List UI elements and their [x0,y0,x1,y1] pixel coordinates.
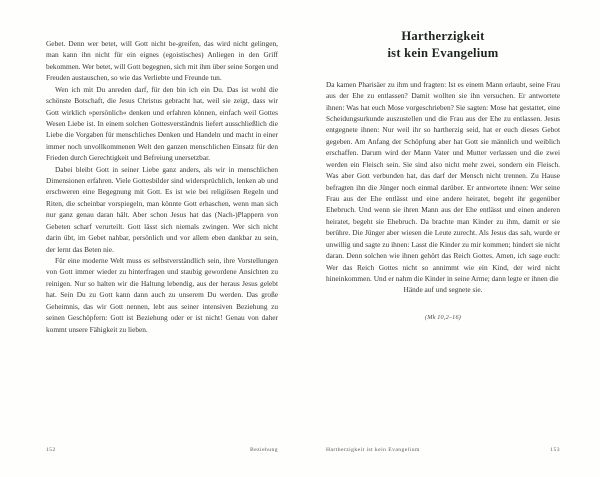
scripture-passage [326,79,560,323]
chapter-title-line: ist kein Evangelium [387,46,499,61]
left-page-body [46,38,278,335]
right-page-footer [326,447,560,453]
chapter-title [326,28,560,63]
page-number: 152 [46,447,56,453]
scripture-closing-line: Hände auf und segnete sie. [403,285,483,295]
paragraph: Da kamen Pharisäer zu ihm und fragten: Ist es einem Mann erlaubt, seine Frau aus der Ehe zu entlassen? Damit wollten sie ihn versuchen. Er antwortete ihnen: Was hat euch Mose vorgeschrieben? Sie sagten: Mose hat gestattet, eine Scheidungsurkunde auszustellen und die Frau aus der Ehe zu entlassen. Jesus entgegnete ihnen: Nur weil ihr so hartherzig seid, hat er euch dieses Gebot gegeben. Am Anfang der Schöpfung aber hat Gott sie männlich und weiblich erschaffen. Darum wird der Mann Vater und Mutter verlassen und die zwei werden ein Fleisch sein. Sie sind also nicht mehr zwei, sondern ein Fleisch. Was aber Gott verbunden hat, das darf der Mensch nicht trennen. Zu Hause befragten ihn die Jünger noch einmal darüber. Er antwortete ihnen: Wer seine Frau aus der Ehe entlässt und eine andere heiratet, begeht ihr gegenüber Ehebruch. Und wenn sie ihren Mann aus der Ehe entlässt und einen anderen heiratet, begeht sie Ehebruch. Da brachte man Kinder zu ihm, damit er sie berühre. Die Jünger aber wiesen die Leute zurecht. Als Jesus das sah, wurde er unwillig und sagte zu ihnen: Lasst die Kinder zu mir kommen; hindert sie nicht daran. Denn solchen wie ihnen gehört das Reich Gottes. Amen, ich sage euch: Wer das Reich Gottes nicht so annimmt wie ein Kind, der wird nicht hineinkommen. Und er nahm die Kinder in seine Arme; dann legte er ihnen die [326,79,560,283]
chapter-title-line: Hartherzigkeit [401,29,485,43]
paragraph: Für eine moderne Welt muss es selbstverständlich sein, ihre Vorstellungen von Gott immer wieder zu hinterfragen und staubig gewordene Ansichten zu reinigen. Nur so halten wir die Haltung lebendig, aus der heraus Jesus gelebt hat. Sein Du zu Gott kann dann auch zu unserem Du werden. Das große Geheimnis, das wir Gott nennen, lebt aus seiner intensiven Beziehung zu seinen Geschöpfern: Gott ist Beziehung oder er ist nicht! Genau von daher kommt unsere Fähigkeit zu lieben. [46,256,278,334]
page-number: 153 [550,447,560,453]
paragraph: Wen ich mit Du anreden darf, für den bin ich ein Du. Das ist wohl die schönste Botschaft, die Jesus Christus gebracht hat, weil sie zeigt, dass wir Gott wirklich »persönlich« denken und erfahren können, einfach weil Gottes Wesen Liebe ist. In einem solchen Gottesverständnis liefert ausschließlich die Liebe die Vorgaben für menschliches Denken und Handeln und macht in einer immer noch unvollkommenen Welt den ganzen menschlichen Einsatz für den Frieden durch Gerechtigkeit und Befreiung unersetzbar. [46,84,278,163]
running-head: Hartherzigkeit ist kein Evangelium [326,447,420,453]
paragraph: Gebet. Denn wer betet, will Gott nicht be-greifen, das wird nicht gelingen, man kann ihn nicht für ein eignes (egoistisches) Anliegen in den Griff bekommen. Wer betet, will Gott begegnen, sich mit ihm über seine Sorgen und Freuden austauschen, so wie das Verliebte und Freunde tun. [46,39,278,83]
left-page-footer [46,447,278,453]
running-head: Beziehung [250,447,278,453]
right-page [300,0,600,477]
scripture-citation: (Mk 10,2–16) [424,313,462,321]
paragraph: Dabei bleibt Gott in seiner Liebe ganz anders, als wir in menschlichen Dimensionen erfahren. Viele Gottesbilder sind widersprüchlich, lenken ab und erschweren eine Begegnung mit Gott. Es ist wie bei religiösen Regeln und Riten, die scheinbar vorspiegeln, man könnte Gott erhaschen, wenn man sich nur ganz genau daran hält. Aber schon Jesus hat das (Nach-)Plappern von Gebeten scharf verurteilt. Gott lässt sich niemals zwingen. Wer sich nicht darin übt, im Gebet nahbar, persönlich und vor allem eben dankbar zu sein, der lernt das Beten nie. [46,164,278,254]
